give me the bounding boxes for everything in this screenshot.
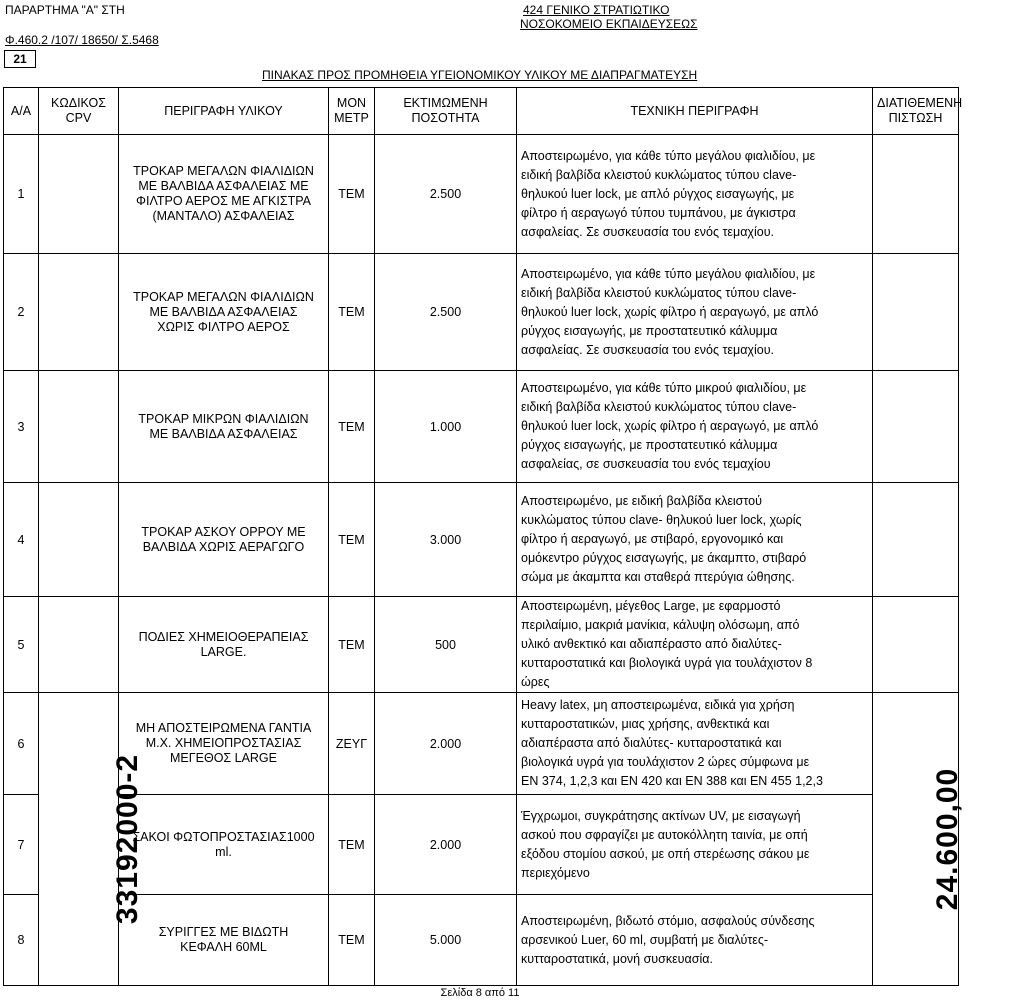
col-header-credit — [873, 88, 963, 135]
table-title: ΠΙΝΑΚΑΣ ΠΡΟΣ ΠΡΟΜΗΘΕΙΑ ΥΓΕΙΟΝΟΜΙΚΟΥ ΥΛΙΚΟΥ ΜΕ ΔΙΑΠΡΑΓΜΑΤΕΥΣΗ — [262, 68, 698, 82]
tech-line: περιεχόμενο — [521, 865, 590, 880]
row-number: 2 — [4, 254, 39, 371]
row-number: 8 — [4, 895, 39, 986]
tech-line: Αποστειρωμένη, βιδωτό στόμιο, ασφαλούς σύνδεσης — [521, 913, 815, 928]
tech-description — [517, 371, 873, 483]
item-description — [119, 483, 329, 597]
tech-line: ώρες — [521, 675, 550, 689]
description-line: LARGE. — [200, 644, 247, 659]
description-line: ΣΑΚΟΙ ΦΩΤΟΠΡΟΣΤΑΣΙΑΣ1000 — [132, 829, 315, 844]
col-header-tech: ΤΕΧΝΙΚΗ ΠΕΡΙΓΡΑΦΗ — [517, 88, 873, 135]
credit-cell — [873, 693, 965, 986]
tech-line: θηλυκού luer lock, χωρίς φίλτρο ή αεραγωγό, με απλό — [521, 304, 819, 319]
description-line: ΜΕ ΒΑΛΒΙΔΑ ΑΣΦΑΛΕΙΑΣ ΜΕ — [138, 179, 309, 193]
description-line: ΜΕ ΒΑΛΒΙΔΑ ΑΣΦΑΛΕΙΑΣ — [149, 426, 298, 441]
tech-description — [517, 597, 873, 693]
tech-line: θηλυκού luer lock, με απλό ρύγχος εισαγωγής, με — [521, 186, 795, 201]
tech-line: ειδική βαλβίδα κλειστού κυκλώματος τύπου clave- — [521, 285, 797, 300]
item-description — [119, 795, 329, 895]
tech-line: Αποστειρωμένο, για κάθε τύπο μικρού φιαλιδίου, με — [521, 381, 807, 395]
description-line: ΤΡΟΚΑΡ ΜΕΓΑΛΩΝ ΦΙΑΛΙΔΙΩΝ — [133, 164, 314, 178]
tech-line: κυτταροστατικά, μονή συσκευασία. — [521, 951, 713, 966]
hospital-name-line1: 424 ΓΕΝΙΚΟ ΣΤΡΑΤΙΩΤΙΚΟ — [523, 3, 670, 17]
cpv-cell — [39, 135, 119, 254]
page-number-box: 21 — [4, 50, 36, 68]
table-row — [4, 895, 959, 986]
description-line: ΠΟΔΙΕΣ ΧΗΜΕΙΟΘΕΡΑΠΕΙΑΣ — [138, 629, 309, 644]
tech-line: Αποστειρωμένη, μέγεθος Large, με εφαρμοστό — [521, 599, 781, 613]
tech-description — [517, 693, 873, 795]
table-row — [4, 254, 959, 371]
cpv-cell — [39, 693, 145, 986]
unit-cell: ΤΕΜ — [329, 371, 375, 483]
item-description — [119, 693, 329, 795]
tech-line: Αποστειρωμένο, με ειδική βαλβίδα κλειστού — [521, 494, 762, 508]
tech-line: θηλυκού luer lock, χωρίς φίλτρο ή αεραγωγό, με απλό — [521, 419, 819, 433]
tech-line: φίλτρο ή αεραγωγό τύπου τυμπάνου, με άγκιστρα — [521, 205, 796, 220]
item-description — [119, 371, 329, 483]
tech-line: ομόκεντρο ρύγχος εισαγωγής, με άκαμπτο, στιβαρό — [521, 551, 807, 565]
tech-line: ειδική βαλβίδα κλειστού κυκλώματος τύπου clave- — [521, 400, 797, 414]
cpv-cell — [39, 254, 119, 371]
description-line: ΤΡΟΚΑΡ ΜΙΚΡΩΝ ΦΙΑΛΙΔΙΩΝ — [138, 411, 309, 426]
tech-line: κυτταροστατικά και βιολογικά υγρά για τουλάχιστον 8 — [521, 656, 813, 670]
quantity-cell: 500 — [375, 597, 517, 693]
tech-description — [517, 895, 873, 986]
tech-description — [517, 135, 873, 254]
quantity-cell: 2.000 — [375, 693, 517, 795]
table-body — [4, 135, 965, 986]
header-row — [4, 88, 959, 135]
quantity-cell: 5.000 — [375, 895, 517, 986]
col-header-unit-l2: ΜΕΤΡ — [334, 111, 369, 125]
item-description — [119, 895, 329, 986]
row-number: 7 — [4, 795, 39, 895]
page-footer: Σελίδα 8 από 11 — [440, 987, 520, 999]
description-line: ΣΥΡΙΓΓΕΣ ΜΕ ΒΙΔΩΤΗ — [158, 925, 289, 939]
description-line: ΚΕΦΑΛΗ 60ML — [180, 940, 267, 954]
credit-amount: 24.600,00 — [931, 767, 965, 911]
unit-cell: ΤΕΜ — [329, 254, 375, 371]
cpv-cell — [39, 597, 119, 693]
item-description — [119, 135, 329, 254]
tech-line: ασφαλείας. Σε συσκευασία του ενός τεμαχίου. — [521, 224, 775, 239]
unit-cell: ΖΕΥΓ — [329, 693, 375, 795]
credit-cell — [873, 371, 959, 483]
tech-line: κυκλώματος τύπου clave- θηλυκού luer lock, χωρίς — [521, 513, 802, 527]
table-row — [4, 135, 959, 254]
tech-description — [517, 483, 873, 597]
description-line: ΜΕ ΒΑΛΒΙΔΑ ΑΣΦΑΛΕΙΑΣ — [149, 304, 298, 319]
tech-line: περιλαίμιο, μακριά μανίκια, κάλυψη ολόσωμη, από — [521, 618, 800, 632]
item-description — [119, 254, 329, 371]
credit-cell — [873, 483, 959, 597]
row-number: 4 — [4, 483, 39, 597]
col-header-unit-l1: ΜΟΝ — [336, 96, 367, 110]
quantity-cell: 2.000 — [375, 795, 517, 895]
tech-line: σώμα με άκαμπτα και σταθερά πτερύγια ώθησης. — [521, 570, 795, 584]
quantity-cell: 3.000 — [375, 483, 517, 597]
col-header-description: ΠΕΡΙΓΡΑΦΗ ΥΛΙΚΟΥ — [119, 88, 329, 135]
unit-cell: ΤΕΜ — [329, 597, 375, 693]
col-header-cpv: ΚΩΔΙΚΟΣ CPV — [39, 88, 119, 135]
description-line: (ΜΑΝΤΑΛΟ) ΑΣΦΑΛΕΙΑΣ — [152, 209, 295, 223]
table-row — [4, 693, 959, 795]
tech-line: φίλτρο ή αεραγωγό, με στιβαρό, εργονομικό και — [521, 532, 784, 546]
unit-cell: ΤΕΜ — [329, 483, 375, 597]
tech-line: ασκού που σφραγίζει με αυτοκόλλητη ταινία, με οπή — [521, 827, 808, 842]
quantity-cell: 1.000 — [375, 371, 517, 483]
description-line: ml. — [215, 844, 232, 859]
document-reference: Φ.460.2 /107/ 18650/ Σ.5468 — [5, 33, 159, 47]
tech-line: ρύγχος εισαγωγής, με προστατευτικό κάλυμμα — [521, 438, 778, 452]
table-row — [4, 371, 959, 483]
credit-cell — [873, 135, 959, 254]
cpv-cell — [39, 483, 119, 597]
description-line: ΧΩΡΙΣ ΦΙΛΤΡΟ ΑΕΡΟΣ — [157, 319, 290, 334]
col-header-quantity — [375, 88, 517, 135]
procurement-table — [3, 87, 965, 986]
tech-line: βιολογικά υγρά για τουλάχιστον 2 ώρες σύμφωνα με — [521, 755, 810, 769]
credit-cell — [873, 254, 959, 371]
tech-line: ειδική βαλβίδα κλειστού κυκλώματος τύπου clave- — [521, 167, 797, 182]
row-number: 3 — [4, 371, 39, 483]
unit-cell: ΤΕΜ — [329, 795, 375, 895]
annex-title: ΠΑΡΑΡΤΗΜΑ "Α" ΣΤΗ — [5, 3, 125, 17]
tech-line: ασφαλείας, σε συσκευασία του ενός τεμαχίου — [521, 457, 771, 471]
tech-line: Αποστειρωμένο, για κάθε τύπο μεγάλου φιαλιδίου, με — [521, 148, 816, 163]
description-line: ΜΗ ΑΠΟΣΤΕΙΡΩΜΕΝΑ ΓΑΝΤΙΑ — [135, 721, 312, 735]
tech-line: αδιαπέραστα από διαλύτες- κυτταροστατικά και — [521, 736, 782, 750]
tech-line: Έγχρωμοι, συγκράτησης ακτίνων UV, με εισαγωγή — [521, 808, 801, 823]
tech-line: υλικό ανθεκτικό και αδιαπέραστο από διαλύτες- — [521, 637, 782, 651]
description-line: ΦΙΛΤΡΟ ΑΕΡΟΣ ΜΕ ΑΓΚΙΣΤΡΑ — [136, 194, 311, 208]
tech-line: εξόδου στομίου ασκού, με οπή στερέωσης σάκου με — [521, 846, 810, 861]
tech-description — [517, 254, 873, 371]
table-row — [4, 483, 959, 597]
tech-line: αρσενικού Luer, 60 ml, συμβατή με διαλύτες- — [521, 932, 769, 947]
col-header-unit — [329, 88, 375, 135]
col-header-credit-l2: ΠΙΣΤΩΣΗ — [888, 111, 943, 125]
item-description — [119, 597, 329, 693]
tech-description — [517, 795, 873, 895]
tech-line: EN 374, 1,2,3 και EN 420 και EN 388 και EN 455 1,2,3 — [521, 774, 823, 788]
col-header-quantity-l1: ΕΚΤΙΜΩΜΕΝΗ — [403, 96, 488, 110]
cpv-cell — [39, 371, 119, 483]
row-number: 5 — [4, 597, 39, 693]
col-header-aa: Α/Α — [4, 88, 39, 135]
tech-line: ασφαλείας. Σε συσκευασία του ενός τεμαχίου. — [521, 342, 775, 357]
tech-line: Heavy latex, μη αποστειρωμένα, ειδικά για χρήση — [521, 698, 795, 712]
description-line: ΤΡΟΚΑΡ ΑΣΚΟΥ ΟΡΡΟΥ ΜΕ — [141, 524, 306, 539]
quantity-cell: 2.500 — [375, 254, 517, 371]
tech-line: κυτταροστατικών, μιας χρήσης, ανθεκτικά και — [521, 717, 770, 731]
table-row — [4, 795, 959, 895]
tech-line: ρύγχος εισαγωγής, με προστατευτικό κάλυμμα — [521, 323, 778, 338]
row-number: 1 — [4, 135, 39, 254]
description-line: ΒΑΛΒΙΔΑ ΧΩΡΙΣ ΑΕΡΑΓΩΓΟ — [142, 539, 305, 554]
cpv-code: 33192000-2 — [111, 753, 145, 925]
col-header-quantity-l2: ΠΟΣΟΤΗΤΑ — [411, 111, 480, 125]
unit-cell: ΤΕΜ — [329, 135, 375, 254]
description-line: Μ.Χ. ΧΗΜΕΙΟΠΡΟΣΤΑΣΙΑΣ — [145, 736, 302, 750]
row-number: 6 — [4, 693, 39, 795]
credit-cell — [873, 597, 959, 693]
description-line: ΜΕΓΕΘΟΣ LARGE — [170, 751, 277, 765]
quantity-cell: 2.500 — [375, 135, 517, 254]
col-header-credit-l1: ΔΙΑΤΙΘΕΜΕΝΗ — [877, 96, 963, 110]
description-line: ΤΡΟΚΑΡ ΜΕΓΑΛΩΝ ΦΙΑΛΙΔΙΩΝ — [133, 289, 314, 304]
unit-cell: ΤΕΜ — [329, 895, 375, 986]
hospital-name-line2: ΝΟΣΟΚΟΜΕΙΟ ΕΚΠΑΙΔΕΥΣΕΩΣ — [520, 17, 698, 31]
table-row — [4, 597, 959, 693]
tech-line: Αποστειρωμένο, για κάθε τύπο μεγάλου φιαλιδίου, με — [521, 266, 816, 281]
